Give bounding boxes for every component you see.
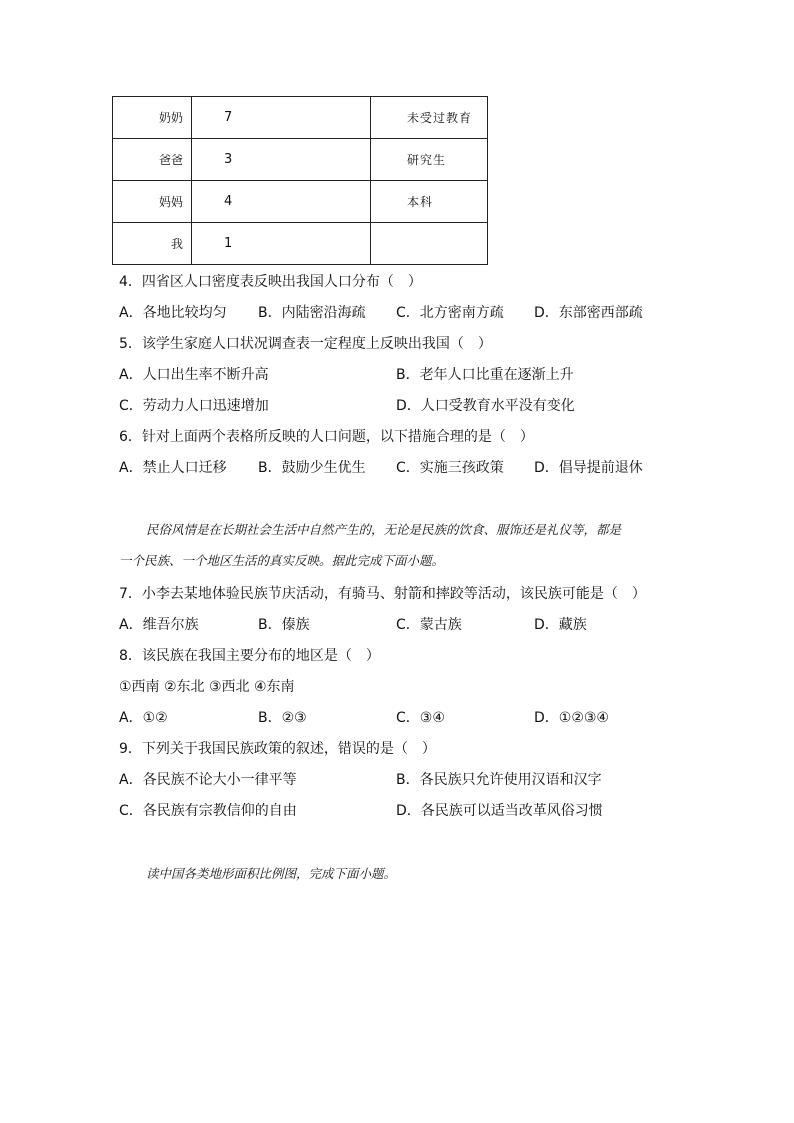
number-cell: 3: [192, 139, 371, 181]
table-row: [113, 181, 488, 223]
question-9-option-d: D．各民族可以适当改革风俗习惯: [396, 803, 603, 819]
question-7-option-b: B．傣族: [258, 617, 310, 633]
question-8-stem: 8．该民族在我国主要分布的地区是（ ）: [119, 648, 380, 664]
question-5-option-b: B．老年人口比重在逐渐上升: [396, 367, 574, 383]
question-5-option-c: C．劳动力人口迅速增加: [119, 398, 269, 414]
number-cell: 7: [192, 97, 371, 139]
table-row: [113, 139, 488, 181]
question-6-option-d: D．倡导提前退休: [534, 460, 643, 476]
passage-1-line-2: 一个民族、一个地区生活的真实反映。据此完成下面小题。: [119, 553, 445, 568]
question-4-option-c: C．北方密南方疏: [396, 305, 504, 321]
question-8-option-b: B．②③: [258, 710, 307, 726]
family-survey-table: [112, 96, 488, 265]
question-6-option-a: A．禁止人口迁移: [119, 460, 227, 476]
question-7-option-a: A．维吾尔族: [119, 617, 199, 633]
question-5-option-a: A．人口出生率不断升高: [119, 367, 269, 383]
question-4-stem: 4．四省区人口密度表反映出我国人口分布（ ）: [119, 274, 422, 290]
number-cell: 4: [192, 181, 371, 223]
question-8-option-c: C．③④: [396, 710, 445, 726]
table-row: [113, 223, 488, 265]
member-cell: 爸爸: [113, 139, 192, 181]
member-cell: 妈妈: [113, 181, 192, 223]
question-4-option-d: D．东部密西部疏: [534, 305, 643, 321]
question-8-option-d: D．①②③④: [534, 710, 609, 726]
member-cell: 我: [113, 223, 192, 265]
education-cell: 未受过教育: [371, 97, 488, 139]
number-cell: 1: [192, 223, 371, 265]
question-7-option-d: D．藏族: [534, 617, 587, 633]
question-9-option-b: B．各民族只允许使用汉语和汉字: [396, 772, 602, 788]
education-cell: 本科: [371, 181, 488, 223]
question-6-option-b: B．鼓励少生优生: [258, 460, 366, 476]
member-cell: 奶奶: [113, 97, 192, 139]
question-5-option-d: D．人口受教育水平没有变化: [396, 398, 575, 414]
question-8-items: ①西南 ②东北 ③西北 ④东南: [119, 679, 295, 695]
education-cell: [371, 223, 488, 265]
question-6-option-c: C．实施三孩政策: [396, 460, 504, 476]
question-6-stem: 6．针对上面两个表格所反映的人口问题，以下措施合理的是（ ）: [119, 429, 534, 445]
question-7-option-c: C．蒙古族: [396, 617, 462, 633]
question-9-option-c: C．各民族有宗教信仰的自由: [119, 803, 297, 819]
education-cell: 研究生: [371, 139, 488, 181]
question-9-stem: 9．下列关于我国民族政策的叙述，错误的是（ ）: [119, 741, 436, 757]
question-9-option-a: A．各民族不论大小一律平等: [119, 772, 297, 788]
question-4-option-a: A．各地比较均匀: [119, 305, 227, 321]
question-8-option-a: A．①②: [119, 710, 168, 726]
question-7-stem: 7．小李去某地体验民族节庆活动，有骑马、射箭和摔跤等活动，该民族可能是（ ）: [119, 586, 646, 602]
table-row: [113, 97, 488, 139]
question-5-stem: 5．该学生家庭人口状况调查表一定程度上反映出我国（ ）: [119, 336, 492, 352]
question-4-option-b: B．内陆密沿海疏: [258, 305, 366, 321]
passage-2-line-1: 读中国各类地形面积比例图，完成下面小题。: [146, 866, 397, 881]
passage-1-line-1: 民俗风情是在长期社会生活中自然产生的，无论是民族的饮食、服饰还是礼仪等，都是: [146, 522, 622, 537]
